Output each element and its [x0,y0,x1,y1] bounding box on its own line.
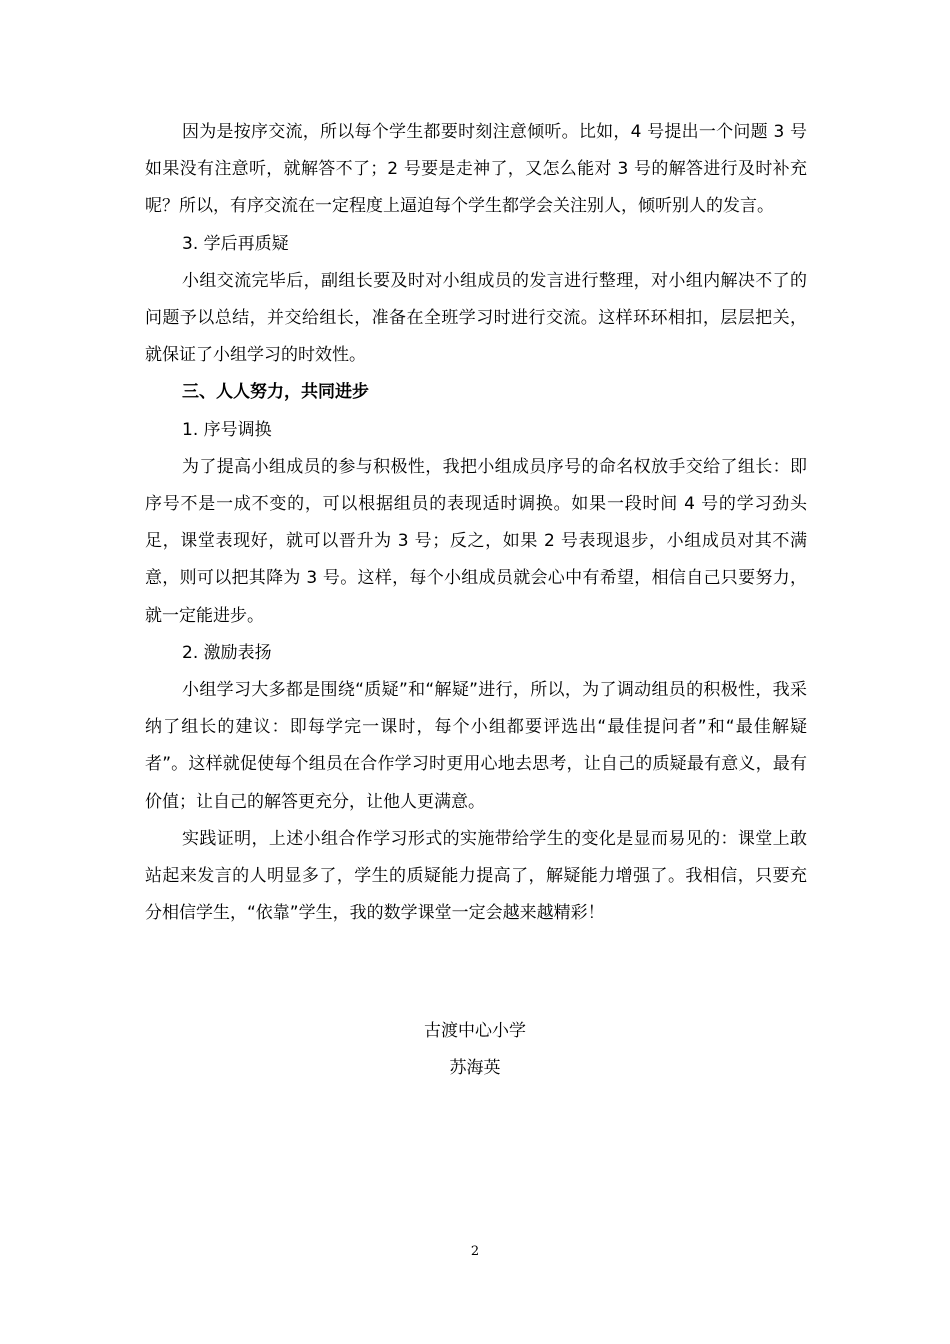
subheading-encouragement: 2. 激励表扬 [182,642,272,663]
school-name: 古渡中心小学 [424,1021,526,1041]
document-body [145,114,807,932]
subheading-number-swap: 1. 序号调换 [182,419,272,440]
paragraph-conclusion: 实践证明，上述小组合作学习形式的实施带给学生的变化是显而易见的：课堂上敢站起来发言的人明显多了，学生的质疑能力提高了，解疑能力增强了。我相信，只要充分相信学生，“依靠”学生，我的数学课堂一定会越来越精彩！ [145,828,807,924]
paragraph-group-summary: 小组交流完毕后，副组长要及时对小组成员的发言进行整理，对小组内解决不了的问题予以总结，并交给组长，准备在全班学习时进行交流。这样环环相扣，层层把关，就保证了小组学习的时效性。 [145,270,807,366]
subheading-question-after-study: 3. 学后再质疑 [182,233,289,254]
signature-block [0,1013,950,1087]
paragraph-number-swap: 为了提高小组成员的参与积极性，我把小组成员序号的命名权放手交给了组长：即序号不是一成不变的，可以根据组员的表现适时调换。如果一段时间 4 号的学习劲头足，课堂表现好，就可以晋升为 3 号；反之，如果 2 号表现退步，小组成员对其不满意，则可以把其降为 3 号。这样，每个小组成员就会心中有希望，相信自己只要努力，就一定能进步。 [145,456,807,626]
paragraph-encouragement: 小组学习大多都是围绕“质疑”和“解疑”进行，所以，为了调动组员的积极性，我采纳了组长的建议：即每学完一课时，每个小组都要评选出“最佳提问者”和“最佳解疑者”。这样就促使每个组员在合作学习时更用心地去思考，让自己的质疑最有意义，最有价值；让自己的解答更充分，让他人更满意。 [145,680,807,812]
page-number: 2 [470,1244,480,1259]
paragraph-orderly-exchange: 因为是按序交流，所以每个学生都要时刻注意倾听。比如，4 号提出一个问题 3 号如果没有注意听，就解答不了；2 号要是走神了，又怎么能对 3 号的解答进行及时补充呢？所以，有序交流在一定程度上逼迫每个学生都学会关注别人，倾听别人的发言。 [145,122,807,217]
section-heading-progress-together: 三、人人努力，共同进步 [182,382,369,403]
author-name: 苏海英 [449,1058,501,1078]
